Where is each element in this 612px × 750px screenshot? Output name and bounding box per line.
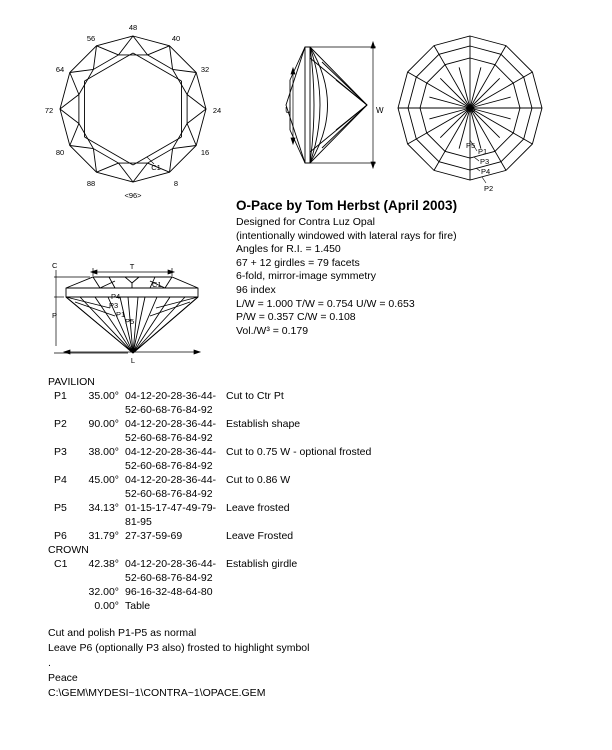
info-line: 67 + 12 girdles = 79 facets [236,256,360,269]
facet-label-c1: C1 [152,280,162,289]
table-row: P2 90.00° 04-12-20-28-36-44-52-60-68-76-84-92 Establish shape [54,418,301,444]
notes [48,626,309,701]
table-row: 32.00° 96-16-32-48-64-80 [88,586,213,598]
facet-label-p5: P5 [466,141,476,150]
table-row: P5 34.13° 01-15-17-47-49-79-81-95 Leave frosted [54,502,290,528]
index-label-96: <96> [124,191,142,200]
file-path: C:\GEM\MYDESI~1\CONTRA~1\OPACE.GEM [48,687,266,699]
crown-heading: CROWN [48,544,89,556]
note-line: Leave P6 (optionally P3 also) frosted to highlight symbol [48,642,310,654]
profile-view [45,255,225,365]
table-row: P6 31.79° 27-37-59-69 Leave Frosted [54,530,294,542]
index-label-72: 72 [44,106,54,115]
info-line: L/W = 1.000 T/W = 0.754 U/W = 0.653 [236,297,415,310]
facet-label-p4: P4 [481,167,491,176]
info-line: Angles for R.I. = 1.450 [236,243,341,256]
index-label-24: 24 [212,106,222,115]
design-title: O-Pace by Tom Herbst (April 2003) [236,198,458,213]
p-label: P [52,311,58,320]
u-label: U [285,106,291,115]
pavilion-bottom-view [393,35,553,195]
facet-label-p3: P3 [480,157,490,166]
facet-label-p2: P2 [484,184,494,193]
crown-top-view [40,15,230,205]
info-line: P/W = 0.357 C/W = 0.108 [236,311,356,324]
note-line: . [48,657,51,669]
info-line: Designed for Contra Luz Opal [236,216,375,228]
side-view [275,35,385,175]
index-label-88: 88 [86,179,96,188]
table-row: C1 42.38° 04-12-20-28-36-44-52-60-68-76-84-92 Establish girdle [54,558,298,584]
facet-label-p4: P4 [111,292,121,301]
info-line: Vol./W³ = 0.179 [236,324,309,337]
info-line: (intentionally windowed with lateral rays for fire) [236,229,457,242]
facet-label-p1: P1 [478,147,488,156]
index-label-40: 40 [171,34,181,43]
facet-label-p3: P3 [109,301,119,310]
table-row: 0.00° Table [94,600,151,612]
l-label: L [130,356,136,365]
table-row: P4 45.00° 04-12-20-28-36-44-52-60-68-76-84-92 Cut to 0.86 W [54,474,291,500]
index-label-56: 56 [86,34,96,43]
facet-label-p1: P1 [116,310,126,319]
note-line: Cut and polish P1-P5 as normal [48,627,197,639]
index-label-16: 16 [200,148,210,157]
table-row: P1 35.00° 04-12-20-28-36-44-52-60-68-76-84-92 Cut to Ctr Pt [54,390,284,416]
facet-label-p6: P6 [466,105,476,114]
pavilion-heading: PAVILION [48,376,95,388]
facet-label-p2: P2 [152,300,154,301]
note-line: Peace [48,672,78,684]
facet-label-p5: P5 [125,317,135,326]
w-label: W [376,106,384,115]
c-label: C [52,261,58,270]
index-label-8: 8 [173,179,179,188]
index-label-32: 32 [200,65,210,74]
design-info [236,198,457,338]
facet-label-c1: C1 [151,163,161,172]
t-label: T [129,262,135,271]
info-line: 96 index [236,283,276,296]
table-row: P3 38.00° 04-12-20-28-36-44-52-60-68-76-84-92 Cut to 0.75 W - optional frosted [54,446,372,472]
index-label-64: 64 [55,65,65,74]
index-label-80: 80 [55,148,65,157]
cutting-sequence [48,375,372,613]
info-line: 6-fold, mirror-image symmetry [236,270,377,283]
index-label-48: 48 [128,23,138,32]
